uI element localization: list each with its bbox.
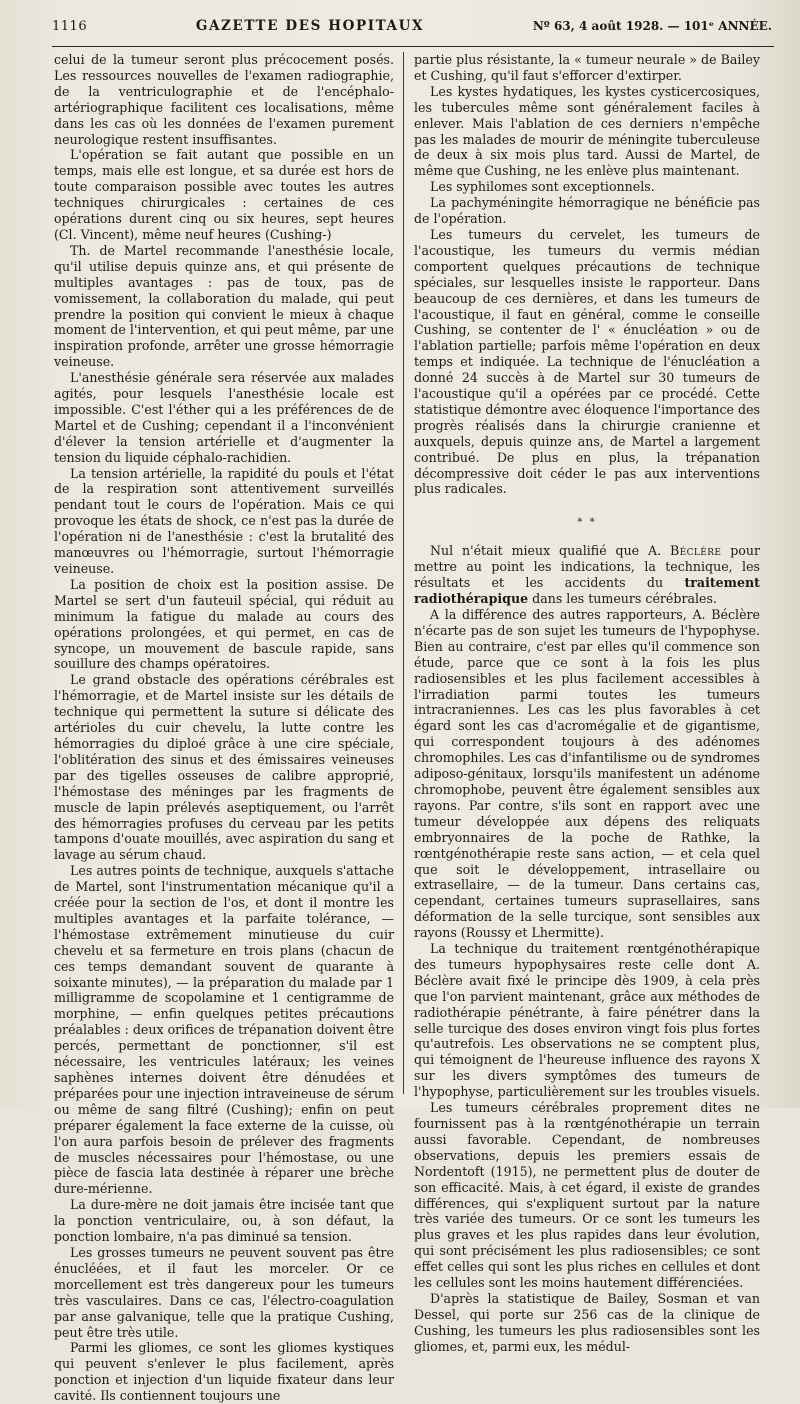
paragraph: Les autres points de technique, auxquels s'attache de Martel, sont l'instrumentation mécanique qu'il a créée pour la section de l'os, et dont il montre les multiples avantages et la parfaite tolérance, — l'hémostase extrêmement minutieuse du cuir chevelu et sa fermeture en trois plans (chacun de ces temps demandant souvent de quarante à soixante minutes), — la préparation du malade par 1 milligramme de scopolamine et 1 centigramme de morphine, — enfin quelques petites précautions préalables : deux orifices de trépanation doivent être percés, permettant de ponctionner, s'il est nécessaire, les ventricules latéraux; les veines saphènes internes doivent être dénudées et préparées pour une injection intraveineuse de sérum ou même de sang filtré (Cushing); enfin on peut préparer également la face externe de la cuisse, où l'on aura parfois besoin de prélever des fragments de muscles nécessaires pour l'hémostase, ou une pièce de fascia lata destinée à réparer une brèche dure-mérienne. <box>54 863 394 1197</box>
page-header <box>52 18 772 44</box>
issue-info: Nº 63, 4 août 1928. — 101ᵉ ANNÉE. <box>532 19 772 33</box>
paragraph: Les syphilomes sont exceptionnels. <box>430 179 655 195</box>
paragraph: L'anesthésie générale sera réservée aux malades agités, pour lesquels l'anesthésie locale est impossible. C'est l'éther qui a les préférences de de Martel et de Cushing; cependant il a l'inconvénient d'élever la tension artérielle et d'augmenter la tension du liquide céphalo-rachidien. <box>54 370 394 465</box>
paragraph: A la différence des autres rapporteurs, A. Béclère n'écarte pas de son sujet les tumeurs de l'hypophyse. Bien au contraire, c'est par elles qu'il commence son étude, parce que ce sont à la fois les plus radiosensibles et les plus facilement accessibles à l'irradiation parmi toutes les tumeurs intracraniennes. Les cas les plus favorables à cet égard sont les cas d'acromégalie et de gigantisme, qui correspondent toujours à des adénomes chromophiles. Les cas d'infantilisme ou de syndromes adiposo-génitaux, lorsqu'ils manifestent un adénome chromophobe, peuvent être également sensibles aux rayons. Par contre, s'ils sont en rapport avec une tumeur développée aux dépens des reliquats embryonnaires de la poche de Rathke, la rœntgénothérapie reste sans action, — et cela quel que soit le développement, intrasellaire ou extrasellaire, — de la tumeur. Dans certains cas, cependant, certaines tumeurs suprasellaires, sans déformation de la selle turcique, sont sensibles aux rayons (Roussy et Lhermitte). <box>414 607 760 941</box>
section-separator: * * <box>577 517 597 529</box>
paragraph: Les grosses tumeurs ne peuvent souvent pas être énucléées, et il faut les morceler. Or ce morcellement est très dangereux pour les tumeurs très vasculaires. Dans ce cas, l'électro-coagulation par anse galvanique, telle que la pratique Cushing, peut être très utile. <box>54 1244 394 1340</box>
paragraph: L'opération se fait autant que possible en un temps, mais elle est longue, et sa durée est hors de toute comparaison possible avec toutes les autres techniques chirurgicales : certaines de ces opérations durent cinq ou six heures, sept heures (Cl. Vincent), même neuf heures (Cushing-) <box>54 147 394 242</box>
journal-title: GAZETTE DES HOPITAUX <box>195 18 425 34</box>
paragraph: partie plus résistante, la « tumeur neurale » de Bailey et Cushing, qu'il faut s'efforcer d'extirper. <box>414 52 760 83</box>
lead-text: pour mettre au point les indications, la technique, les résultats et les accidents du <box>414 543 760 591</box>
paragraph: Les kystes hydatiques, les kystes cysticercosiques, les tubercules même sont généralement faciles à enlever. Mais l'ablation de ces derniers n'empêche pas les malades de mourir de méningite tuberculeuse de deux à six mois plus tard. Aussi de Martel, de même que Cushing, ne les enlève plus maintenant. <box>414 83 760 179</box>
section-topic: traitement radiothérapique <box>414 575 760 607</box>
paragraph: Parmi les gliomes, ce sont les gliomes kystiques qui peuvent s'enlever le plus facilement, après ponction et injection d'un liquide fixateur dans leur cavité. Ils contiennent toujours une <box>54 1340 394 1404</box>
paragraph: La technique du traitement rœntgénothérapique des tumeurs hypophysaires reste celle dont A. Béclère avait fixé le principe dès 1909, à cela près que l'on parvient maintenant, grâce aux méthodes de radiothérapie pénétrante, à faire pénétrer dans la selle turcique des doses environ vingt fois plus fortes qu'autrefois. Les observations ne se comptent plus, qui témoignent de l'heureuse influence des rayons X sur les divers symptômes des tumeurs de l'hypophyse, particulièrement sur les troubles visuels. <box>414 941 760 1100</box>
left-column <box>54 52 394 1404</box>
author-name: Béclère <box>669 543 722 559</box>
lead-text: Nul n'était mieux qualifié que A. <box>430 543 670 559</box>
paragraph: La pachyméningite hémorragique ne bénéficie pas de l'opération. <box>414 195 760 227</box>
section-lead-paragraph <box>414 543 760 607</box>
column-divider <box>403 52 404 1094</box>
paragraph: Le grand obstacle des opérations cérébrales est l'hémorragie, et de Martel insiste sur les détails de technique qui permettent la suture si délicate des artérioles du cuir chevelu, la lutte contre les hémorragies du diploé grâce à une cire spéciale, l'oblitération des sinus et des émissaires veineuses par des tigelles osseuses de calibre approprié, l'hémostase des méninges par les fragments de muscle de lapin prélevés aseptiquement, ou l'arrêt des hémorragies profuses du cerveau par les petits tampons d'ouate mouillés, avec aspiration du sang et lavage au sérum chaud. <box>54 672 394 863</box>
right-column <box>414 52 760 1355</box>
paragraph: D'après la statistique de Bailey, Sosman et van Dessel, qui porte sur 256 cas de la clinique de Cushing, les tumeurs les plus radiosensibles sont les gliomes, et, parmi eux, les médul- <box>414 1290 760 1354</box>
paragraph: La dure-mère ne doit jamais être incisée tant que la ponction ventriculaire, ou, à son défaut, la ponction lombaire, n'a pas diminué sa tension. <box>54 1197 394 1245</box>
lead-text: dans les tumeurs cérébrales. <box>528 591 717 607</box>
paragraph: La position de choix est la position assise. De Martel se sert d'un fauteuil spécial, qui réduit au minimum la fatigue du malade au cours des opérations prolongées, et qui permet, en cas de syncope, un mouvement de bascule rapide, sans souillure des champs opératoires. <box>54 576 394 672</box>
paragraph: Les tumeurs du cervelet, les tumeurs de l'acoustique, les tumeurs du vermis médian comportent quelques précautions de technique spéciales, sur lesquelles insiste le rapporteur. Dans beaucoup de ces dernières, et dans les tumeurs de l'acoustique, il faut en général, comme le conseille Cushing, se contenter de l' « énucléation » ou de l'ablation partielle; parfois même l'opération en deux temps et indiquée. La technique de l'énucléation a donné 24 succès à de Martel sur 30 tumeurs de l'acoustique qu'il a opérées par ce procédé. Cette statistique démontre avec éloquence l'importance des progrès réalisés dans la chirurgie cranienne et auxquels, depuis quinze ans, de Martel a largement contribué. De plus en plus, la trépanation décompressive doit céder le pas aux interventions plus radicales. <box>414 226 760 497</box>
paragraph: celui de la tumeur seront plus précocement posés. Les ressources nouvelles de l'examen radiographie, de la ventriculographie et de l'encéphalo-artériographique facilitent ces localisations, même dans les cas où les données de l'examen purement neurologique restent insuffisantes. <box>54 52 394 147</box>
paragraph: La tension artérielle, la rapidité du pouls et l'état de la respiration sont attentivement surveillés pendant tout le cours de l'opération. Mais ce qui provoque les états de shock, ce n'est pas la durée de l'opération ni de l'anesthésie : c'est la brutalité des manœuvres ou l'hémorragie, surtout l'hémorragie veineuse. <box>54 465 394 576</box>
header-rule <box>52 46 774 47</box>
page-number: 1116 <box>52 19 88 34</box>
paragraph: Th. de Martel recommande l'anesthésie locale, qu'il utilise depuis quinze ans, et qui présente de multiples avantages : pas de toux, pas de vomissement, la collaboration du malade, qui peut prendre la position qui convient le mieux à chaque moment de l'intervention, et qui peut même, par une inspiration profonde, arrêter une grosse hémorragie veineuse. <box>54 242 394 370</box>
paragraph: Les tumeurs cérébrales proprement dites ne fournissent pas à la rœntgénothérapie un terrain aussi favorable. Cependant, de nombreuses observations, depuis les premiers essais de Nordentoft (1915), ne permettent plus de douter de son efficacité. Mais, à cet égard, il existe de grandes différences, qui s'expliquent surtout par la nature très variée des tumeurs. Or ce sont les tumeurs les plus graves et les plus rapides dans leur évolution, qui sont précisément les plus radiosensibles; ce sont effet celles qui sont les plus riches en cellules et dont les cellules sont les moins hautement différenciées. <box>414 1100 760 1291</box>
